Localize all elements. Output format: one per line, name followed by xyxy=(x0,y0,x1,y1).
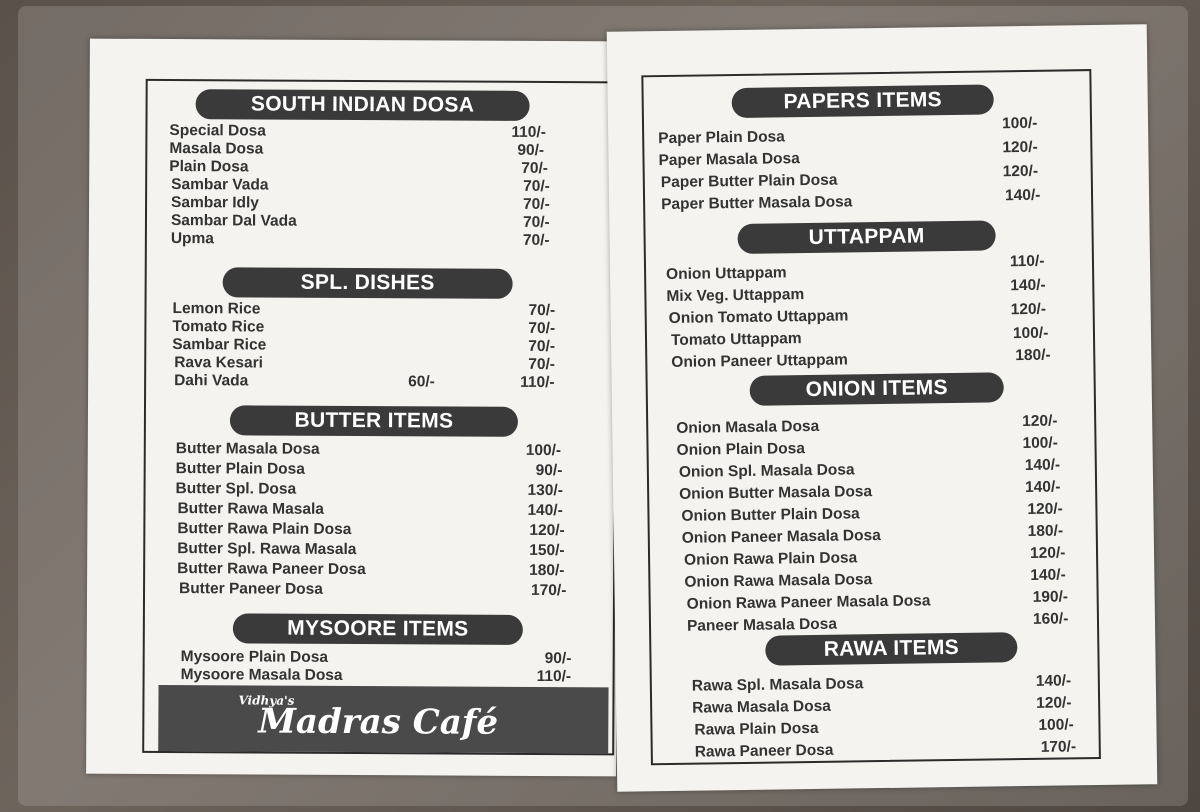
menu-price: 100/- xyxy=(1038,716,1074,734)
section-title-papers-items: PAPERS ITEMS xyxy=(732,84,994,118)
menu-item: Rawa Spl. Masala Dosa xyxy=(691,675,864,695)
menu-price: 90/- xyxy=(544,650,572,668)
menu-price: 140/- xyxy=(1025,478,1061,497)
menu-item: Dahi Vada xyxy=(174,372,249,390)
menu-item: Paper Masala Dosa xyxy=(658,150,800,170)
menu-item: Butter Masala Dosa xyxy=(175,440,320,458)
menu-price: 140/- xyxy=(1010,276,1046,295)
section-title-uttappam: UTTAPPAM xyxy=(737,220,995,254)
menu-price: 100/- xyxy=(1001,114,1038,133)
menu-price: 70/- xyxy=(521,159,549,178)
menu-item: Sambar Idly xyxy=(171,194,259,212)
menu-item: Rawa Plain Dosa xyxy=(694,719,819,739)
menu-price: 120/- xyxy=(529,521,565,540)
menu-price: 140/- xyxy=(527,501,563,520)
menu-price: 120/- xyxy=(1010,300,1047,319)
menu-item: Butter Spl. Dosa xyxy=(175,480,297,498)
menu-price: 110/- xyxy=(511,123,546,142)
menu-price: 70/- xyxy=(522,231,550,250)
section-title-rawa-items: RAWA ITEMS xyxy=(765,632,1017,666)
menu-price: 120/- xyxy=(1002,162,1039,181)
menu-item: Onion Rawa Paneer Masala Dosa xyxy=(686,592,931,613)
menu-item: Butter Rawa Masala xyxy=(177,500,324,518)
brand-tagline: Vidhya's xyxy=(238,693,295,708)
menu-price: 110/- xyxy=(1009,252,1045,271)
menu-item: Onion Butter Masala Dosa xyxy=(679,483,873,503)
menu-item: Butter Rawa Paneer Dosa xyxy=(177,560,366,579)
menu-item: Butter Spl. Rawa Masala xyxy=(177,540,357,559)
menu-price: 130/- xyxy=(527,481,563,500)
menu-price: 140/- xyxy=(1030,566,1066,584)
menu-price: 110/- xyxy=(520,373,555,392)
menu-price: 70/- xyxy=(528,301,556,320)
menu-item: Sambar Dal Vada xyxy=(170,212,297,230)
menu-price: 70/- xyxy=(522,213,550,232)
menu-price-half: 60/- xyxy=(408,373,435,391)
menu-item: Paper Butter Masala Dosa xyxy=(661,193,853,214)
menu-price: 170/- xyxy=(531,581,567,600)
menu-price: 70/- xyxy=(528,319,556,338)
menu-price: 120/- xyxy=(1022,412,1058,431)
menu-price: 70/- xyxy=(528,355,555,374)
menu-item: Sambar Rice xyxy=(172,336,267,354)
menu-item: Paper Plain Dosa xyxy=(658,128,785,148)
menu-price: 160/- xyxy=(1032,610,1069,628)
menu-price: 70/- xyxy=(528,337,556,356)
menu-item: Onion Uttappam xyxy=(665,264,787,284)
menu-price: 70/- xyxy=(523,195,550,214)
menu-price: 90/- xyxy=(517,141,545,159)
menu-item: Paneer Masala Dosa xyxy=(686,615,838,635)
section-title-onion-items: ONION ITEMS xyxy=(750,372,1004,406)
menu-price: 100/- xyxy=(1012,324,1049,343)
menu-item: Onion Tomato Uttappam xyxy=(668,307,849,327)
menu-price: 120/- xyxy=(1029,544,1066,562)
menu-price: 150/- xyxy=(529,541,565,560)
menu-item: Tomato Uttappam xyxy=(670,330,802,349)
menu-item: Onion Masala Dosa xyxy=(676,417,820,437)
menu-item: Mysoore Plain Dosa xyxy=(180,648,329,666)
menu-item: Masala Dosa xyxy=(169,140,264,158)
menu-item: Mysoore Masala Dosa xyxy=(180,666,343,684)
menu-item: Mix Veg. Uttappam xyxy=(666,286,805,305)
menu-price: 190/- xyxy=(1032,588,1069,606)
menu-price: 120/- xyxy=(1036,694,1072,712)
section-title-butter-items: BUTTER ITEMS xyxy=(230,405,518,437)
menu-price: 100/- xyxy=(1022,434,1058,453)
menu-price: 180/- xyxy=(1015,346,1051,365)
menu-item: Paper Butter Plain Dosa xyxy=(660,171,838,192)
menu-item: Lemon Rice xyxy=(172,300,261,318)
menu-price: 90/- xyxy=(535,461,563,480)
menu-item: Onion Butter Plain Dosa xyxy=(681,505,860,525)
menu-page-right xyxy=(607,24,1158,791)
menu-item: Butter Plain Dosa xyxy=(175,460,305,478)
menu-price: 70/- xyxy=(523,177,550,196)
menu-price: 140/- xyxy=(1004,186,1041,205)
menu-price: 120/- xyxy=(1002,138,1038,157)
section-title-south-indian-dosa: SOUTH INDIAN DOSA xyxy=(196,89,530,121)
footer-banner xyxy=(158,685,608,753)
menu-price: 170/- xyxy=(1040,738,1077,756)
brand-logo: Madras Café xyxy=(258,701,499,743)
menu-item: Plain Dosa xyxy=(169,158,249,176)
menu-item: Rawa Paneer Dosa xyxy=(694,741,834,761)
menu-item: Upma xyxy=(170,230,215,248)
menu-item: Tomato Rice xyxy=(172,318,265,336)
menu-item: Sambar Vada xyxy=(171,176,269,194)
section-title-spl-dishes: SPL. DISHES xyxy=(223,267,513,299)
menu-item: Onion Plain Dosa xyxy=(676,440,806,459)
menu-price: 100/- xyxy=(525,441,562,460)
menu-price: 120/- xyxy=(1027,500,1063,518)
menu-item: Onion Paneer Masala Dosa xyxy=(681,527,881,547)
menu-price: 180/- xyxy=(529,561,565,580)
menu-page-left xyxy=(86,39,620,777)
menu-item: Special Dosa xyxy=(169,122,266,140)
menu-item: Onion Rawa Masala Dosa xyxy=(684,571,873,591)
menu-item: Rava Kesari xyxy=(174,354,264,372)
menu-item: Rawa Masala Dosa xyxy=(692,697,831,717)
menu-item: Butter Rawa Plain Dosa xyxy=(177,520,352,538)
menu-item: Onion Rawa Plain Dosa xyxy=(683,549,858,569)
menu-price: 180/- xyxy=(1027,522,1064,540)
menu-price: 140/- xyxy=(1035,672,1072,690)
menu-item: Onion Spl. Masala Dosa xyxy=(678,461,855,481)
menu-price: 110/- xyxy=(536,667,572,686)
menu-item: Butter Paneer Dosa xyxy=(179,580,323,598)
menu-price: 140/- xyxy=(1024,456,1061,475)
menu-item: Onion Paneer Uttappam xyxy=(671,351,849,371)
section-title-mysoore-items: MYSOORE ITEMS xyxy=(233,613,523,645)
